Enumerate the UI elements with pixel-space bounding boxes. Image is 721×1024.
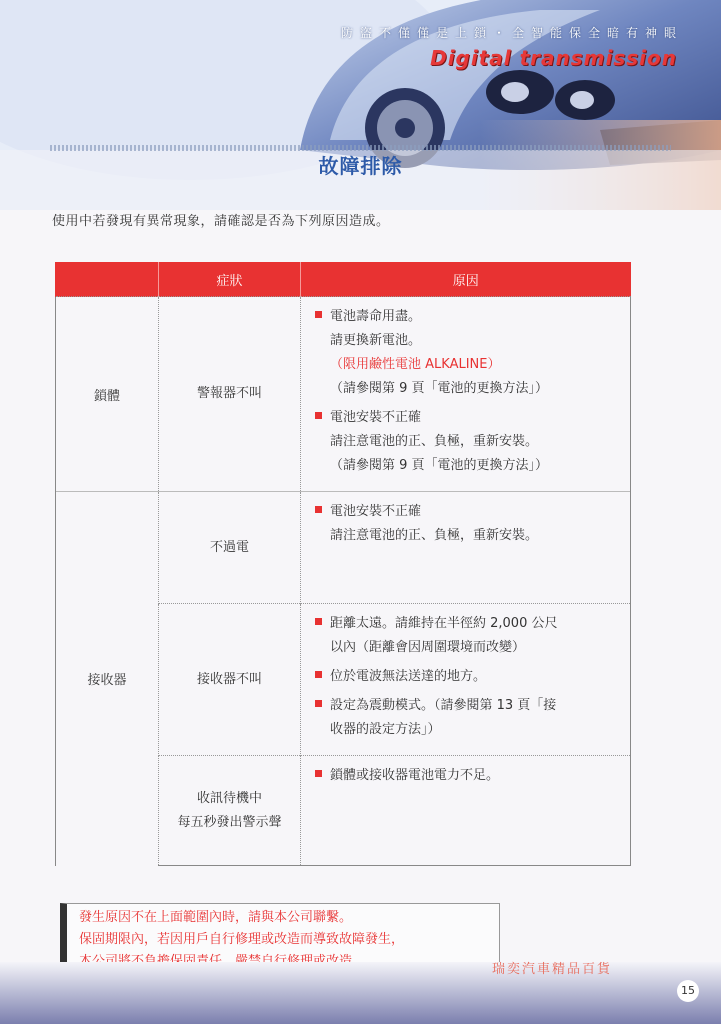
page-number: 15 [677,980,699,1002]
part-cell: 接收器 [56,492,159,866]
cause-line: 電池安裝不正確 [330,410,422,425]
cause-line: （請參閱第 9 頁「電池的更換方法」） [330,381,549,396]
cause-cell [301,604,631,756]
bullet-square-icon [315,671,322,678]
symptom-text: 不過電 [209,539,249,555]
cause-item [315,694,620,742]
troubleshooting-table [55,262,631,866]
cause-line: 位於電波無法送達的地方。 [330,669,487,684]
intro-text: 使用中若發現有異常現象，請確認是否為下列原因造成。 [52,214,390,229]
cause-line: 電池壽命用盡。 [330,309,422,324]
header-symptom: 症狀 [159,262,301,297]
cause-cell [301,756,631,866]
symptom-cell [159,756,301,866]
bullet-square-icon [315,311,322,318]
cause-item [315,612,620,660]
header-tagline: 防盜不僅僅是上鎖・全智能保全暗有神眼 [340,26,683,40]
cause-item [315,500,620,548]
brand-title: Digital transmission [430,46,677,70]
cause-line: 設定為震動模式。（請參閱第 13 頁「接 [330,698,557,713]
symptom-cell [159,297,301,492]
shop-stamp: 瑞奕汽車精品百貨 [492,962,613,977]
cause-line: 電池安裝不正確 [330,504,422,519]
cause-line: 請注意電池的正、負極，重新安裝。 [330,434,539,449]
cause-item [315,305,620,401]
header-part [56,262,159,297]
cause-line: 距離太遠。請維持在半徑約 2,000 公尺 [330,616,558,631]
symptom-cell [159,604,301,756]
cause-line: 以內（距離會因周圍環境而改變） [330,640,526,655]
cause-cell [301,297,631,492]
header-banner [0,0,721,210]
bullet-square-icon [315,700,322,707]
cause-cell [301,492,631,604]
cause-line: 請更換新電池。 [330,333,422,348]
cause-item [315,764,620,788]
notice-line: 保固期限內，若因用戶自行修理或改造而導致故障發生， [79,932,405,947]
bullet-square-icon [315,618,322,625]
header-cause: 原因 [301,262,631,297]
symptom-text: 警報器不叫 [196,386,262,401]
cause-line: （請參閱第 9 頁「電池的更換方法」） [330,458,549,473]
part-cell: 鎖體 [56,297,159,492]
cause-line: 收器的設定方法」） [330,722,441,737]
symptom-text: 收訊待機中 [196,790,262,806]
table-row [56,297,631,492]
table-row [56,492,631,604]
bullet-square-icon [315,506,322,513]
table-header-row [56,262,631,297]
bullet-square-icon [315,770,322,777]
cause-line: 請注意電池的正、負極，重新安裝。 [330,528,539,543]
symptom-text: 每五秒發出警示聲 [177,814,282,830]
symptom-cell [159,492,301,604]
symptom-text: 接收器不叫 [196,671,262,687]
cause-item [315,665,620,689]
notice-line: 發生原因不在上面範圍內時，請與本公司聯繫。 [79,910,353,925]
cause-item [315,406,620,478]
page-title: 故障排除 [318,154,403,178]
cause-line: 鎖體或接收器電池電力不足。 [330,768,500,783]
table-body [56,297,631,866]
cause-line: （限用鹼性電池 ALKALINE） [330,357,501,372]
footer-band [0,962,721,1024]
bullet-square-icon [315,412,322,419]
